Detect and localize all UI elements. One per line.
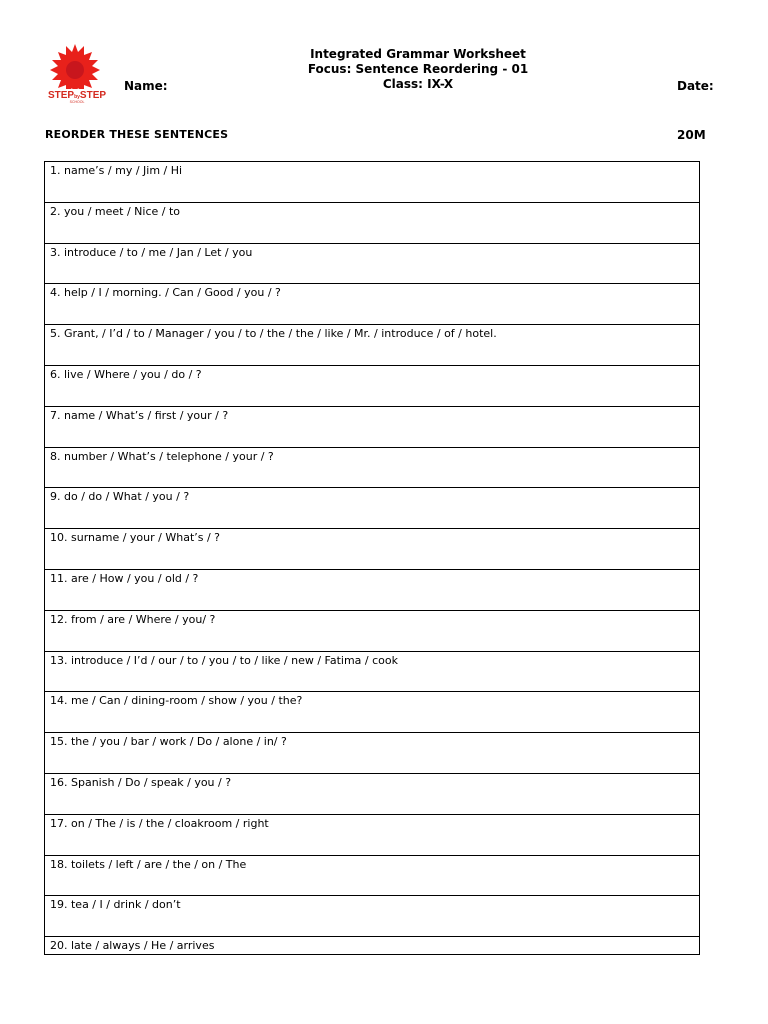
question-row[interactable] (45, 447, 700, 488)
question-row[interactable] (45, 529, 700, 570)
question-text: 9. do / do / What / you / ? (50, 490, 190, 504)
svg-text:SCHOOL: SCHOOL (69, 100, 85, 104)
question-row[interactable] (45, 202, 700, 243)
question-row[interactable] (45, 162, 700, 203)
name-label: Name: (124, 79, 168, 93)
question-row[interactable] (45, 733, 700, 774)
question-text: 14. me / Can / dining-room / show / you / the? (50, 694, 303, 708)
question-row[interactable] (45, 896, 700, 937)
section-title: REORDER THESE SENTENCES (45, 128, 229, 141)
question-row[interactable] (45, 855, 700, 896)
question-row[interactable] (45, 692, 700, 733)
question-row[interactable] (45, 365, 700, 406)
question-row[interactable] (45, 569, 700, 610)
question-row[interactable] (45, 243, 700, 284)
question-row[interactable] (45, 773, 700, 814)
question-text: 13. introduce / I’d / our / to / you / to / like / new / Fatima / cook (50, 653, 399, 667)
question-text: 17. on / The / is / the / cloakroom / right (50, 816, 269, 830)
question-row[interactable] (45, 406, 700, 447)
question-row[interactable] (45, 610, 700, 651)
question-text: 16. Spanish / Do / speak / you / ? (50, 775, 232, 789)
worksheet-class: Class: IX-X (382, 77, 454, 91)
question-row[interactable] (45, 814, 700, 855)
question-text: 15. the / you / bar / work / Do / alone / in/ ? (50, 735, 287, 749)
question-row[interactable] (45, 937, 700, 955)
worksheet-focus: Focus: Sentence Reordering - 01 (307, 62, 529, 76)
worksheet-heading (220, 47, 616, 92)
question-text: 11. are / How / you / old / ? (50, 571, 199, 585)
date-label: Date: (677, 79, 714, 93)
question-text: 10. surname / your / What’s / ? (50, 531, 221, 545)
question-table (44, 161, 700, 955)
worksheet-title: Integrated Grammar Worksheet (310, 47, 526, 61)
total-marks: 20M (677, 128, 706, 142)
question-text: 5. Grant, / I’d / to / Manager / you / to / the / the / like / Mr. / introduce / of / hotel. (50, 327, 497, 341)
school-logo (44, 44, 116, 104)
question-row[interactable] (45, 651, 700, 692)
question-text: 12. from / are / Where / you/ ? (50, 612, 216, 626)
question-row[interactable] (45, 284, 700, 325)
question-text: 4. help / I / morning. / Can / Good / you / ? (50, 286, 281, 300)
question-text: 2. you / meet / Nice / to (50, 204, 181, 218)
question-row[interactable] (45, 325, 700, 366)
question-text: 3. introduce / to / me / Jan / Let / you (50, 245, 253, 259)
question-text: 19. tea / I / drink / don’t (50, 898, 181, 912)
question-row[interactable] (45, 488, 700, 529)
svg-text:STEPbySTEP: STEPbySTEP (47, 90, 107, 101)
question-text: 20. late / always / He / arrives (50, 939, 215, 953)
question-text: 6. live / Where / you / do / ? (50, 367, 202, 381)
question-text: 1. name’s / my / Jim / Hi (50, 164, 183, 177)
question-text: 18. toilets / left / are / the / on / The (50, 857, 247, 871)
question-text: 7. name / What’s / first / your / ? (50, 408, 229, 422)
question-text: 8. number / What’s / telephone / your / ? (50, 449, 274, 463)
